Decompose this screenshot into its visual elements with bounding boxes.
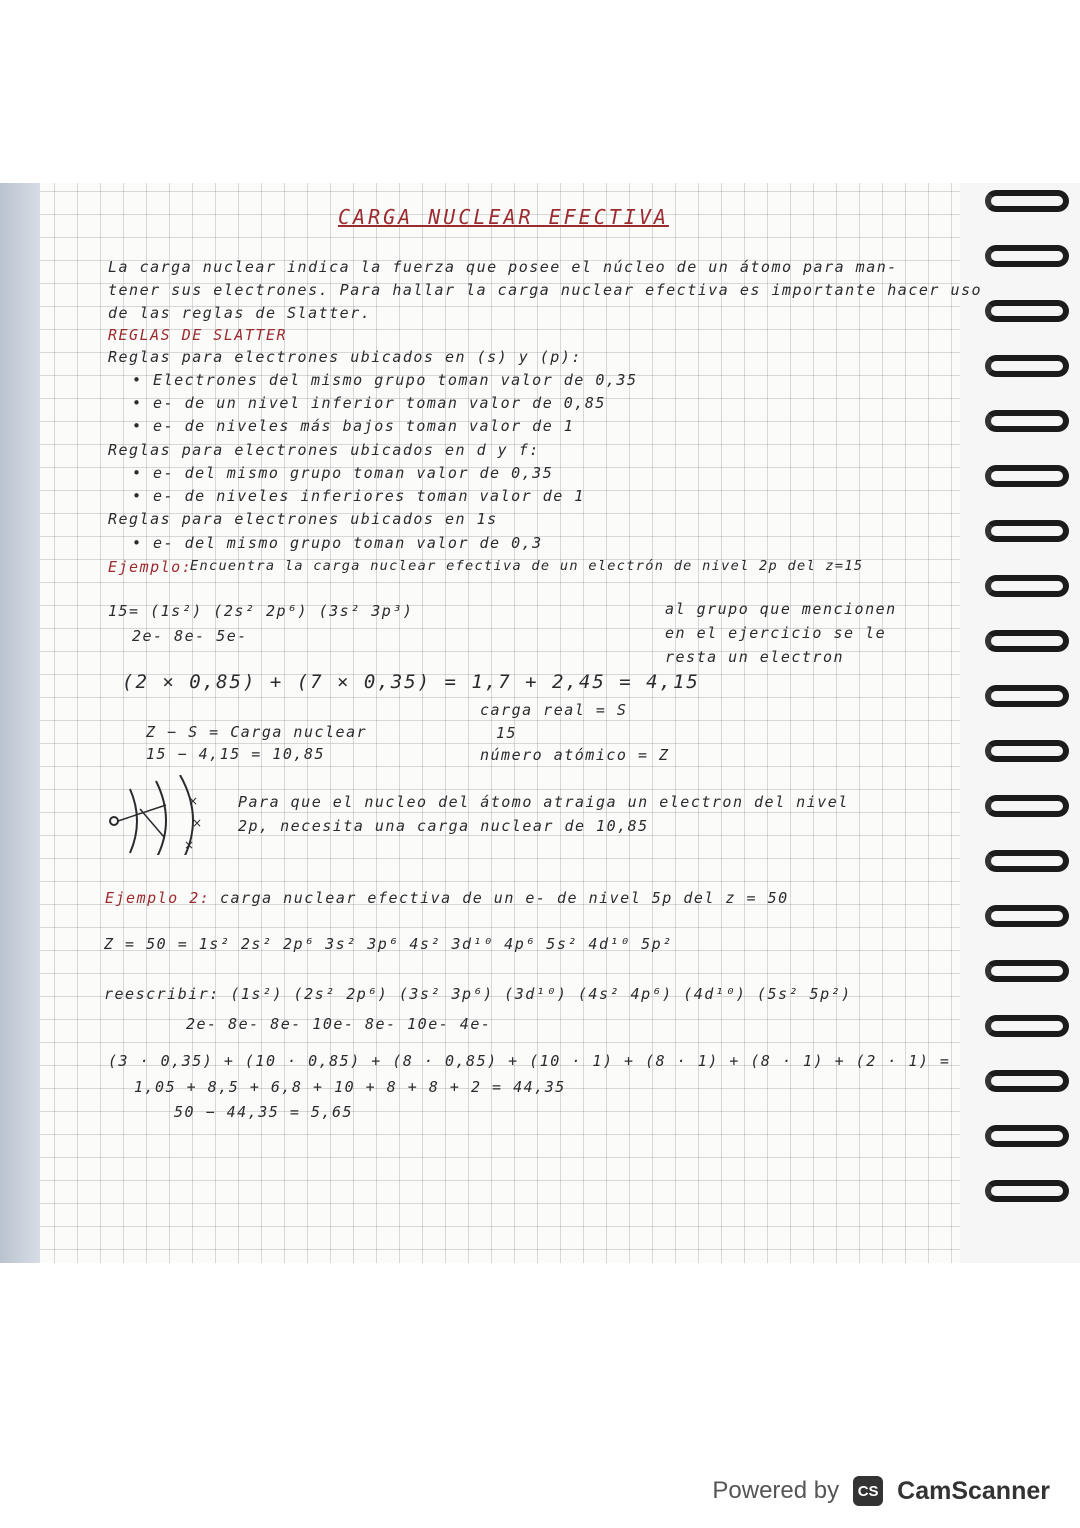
intro-line: tener sus electrones. Para hallar la carga nuclear efectiva es importante hacer uso [108, 281, 983, 299]
example2-label: Ejemplo 2: [105, 889, 211, 907]
camscanner-logo-icon: CS [853, 1476, 883, 1506]
rule-line: • e- de niveles inferiores toman valor de 1 [132, 487, 585, 505]
config2: Z = 50 = 1s² 2s² 2p⁶ 3s² 3p⁶ 4s² 3d¹⁰ 4p⁶ 5s² 4d¹⁰ 5p² [104, 935, 673, 953]
spiral-ring-icon [985, 1180, 1069, 1202]
result1: 15 − 4,15 = 10,85 [146, 745, 326, 763]
result2: 50 − 44,35 = 5,65 [174, 1103, 354, 1121]
spiral-ring-icon [985, 1015, 1069, 1037]
example2-text: carga nuclear efectiva de un e- de nivel 5p del z = 50 [220, 889, 789, 907]
spiral-ring-icon [985, 575, 1069, 597]
svg-text:×: × [188, 794, 199, 808]
spiral-ring-icon [985, 355, 1069, 377]
powered-by-label: Powered by [712, 1477, 840, 1504]
spiral-ring-icon [985, 300, 1069, 322]
rule-line: Reglas para electrones ubicados en (s) y (p): [108, 348, 582, 366]
note1-line: Para que el nucleo del átomo atraiga un electron del nivel [238, 793, 849, 811]
svg-text:×: × [184, 838, 195, 852]
spiral-ring-icon [985, 410, 1069, 432]
note1-line: 2p, necesita una carga nuclear de 10,85 [238, 817, 649, 835]
spiral-ring-icon [985, 520, 1069, 542]
sum2: 1,05 + 8,5 + 6,8 + 10 + 8 + 8 + 2 = 44,35 [134, 1078, 566, 1096]
intro-line: de las reglas de Slatter. [108, 304, 372, 322]
side-note-line: al grupo que mencionen [665, 600, 897, 618]
atom-sketch-icon [104, 775, 214, 855]
spiral-binding [960, 183, 1080, 1263]
svg-text:×: × [192, 816, 203, 830]
spiral-ring-icon [985, 1125, 1069, 1147]
config1-counts: 2e- 8e- 5e- [132, 627, 248, 645]
rule-line: • e- de un nivel inferior toman valor de 0,85 [132, 394, 606, 412]
spiral-ring-icon [985, 740, 1069, 762]
spiral-ring-icon [985, 960, 1069, 982]
spiral-ring-icon [985, 630, 1069, 652]
rules-heading: REGLAS DE SLATTER [108, 326, 288, 344]
rewrite: reescribir: (1s²) (2s² 2p⁶) (3s² 3p⁶) (3d¹⁰) (4s² 4p⁶) (4d¹⁰) (5s² 5p²) [104, 985, 852, 1003]
side-note-line: resta un electron [665, 648, 845, 666]
example1-text: Encuentra la carga nuclear efectiva de un electrón de nivel 2p del z=15 [190, 558, 864, 574]
rule-line: Reglas para electrones ubicados en d y f: [108, 441, 540, 459]
z-label: número atómico = Z [480, 746, 670, 764]
camscanner-brand: CamScanner [897, 1476, 1050, 1505]
camscanner-watermark [712, 1476, 1050, 1506]
rule-line: • e- del mismo grupo toman valor de 0,3 [132, 534, 543, 552]
s-label: carga real = S [480, 701, 628, 719]
calc2: (3 · 0,35) + (10 · 0,85) + (8 · 0,85) + (10 · 1) + (8 · 1) + (8 · 1) + (2 · 1) = [108, 1052, 951, 1070]
rewrite-counts: 2e- 8e- 8e- 10e- 8e- 10e- 4e- [186, 1015, 492, 1033]
spiral-ring-icon [985, 245, 1069, 267]
z-value: 15 [496, 724, 518, 742]
calc1: (2 × 0,85) + (7 × 0,35) = 1,7 + 2,45 = 4,15 [122, 671, 700, 693]
rule-line: • e- del mismo grupo toman valor de 0,35 [132, 464, 554, 482]
config1: 15= (1s²) (2s² 2p⁶) (3s² 3p³) [108, 602, 414, 620]
example1-label: Ejemplo: [108, 558, 193, 576]
formula1: Z − S = Carga nuclear [146, 723, 368, 741]
rule-line: • e- de niveles más bajos toman valor de 1 [132, 417, 575, 435]
rule-line: Reglas para electrones ubicados en 1s [108, 510, 498, 528]
spiral-ring-icon [985, 795, 1069, 817]
spiral-ring-icon [985, 905, 1069, 927]
spiral-ring-icon [985, 1070, 1069, 1092]
spiral-ring-icon [985, 190, 1069, 212]
page-title: CARGA NUCLEAR EFECTIVA [338, 205, 669, 229]
side-note-line: en el ejercicio se le [665, 624, 887, 642]
rule-line: • Electrones del mismo grupo toman valor de 0,35 [132, 371, 638, 389]
spiral-ring-icon [985, 685, 1069, 707]
intro-line: La carga nuclear indica la fuerza que posee el núcleo de un átomo para man- [108, 258, 898, 276]
spiral-ring-icon [985, 465, 1069, 487]
spiral-ring-icon [985, 850, 1069, 872]
